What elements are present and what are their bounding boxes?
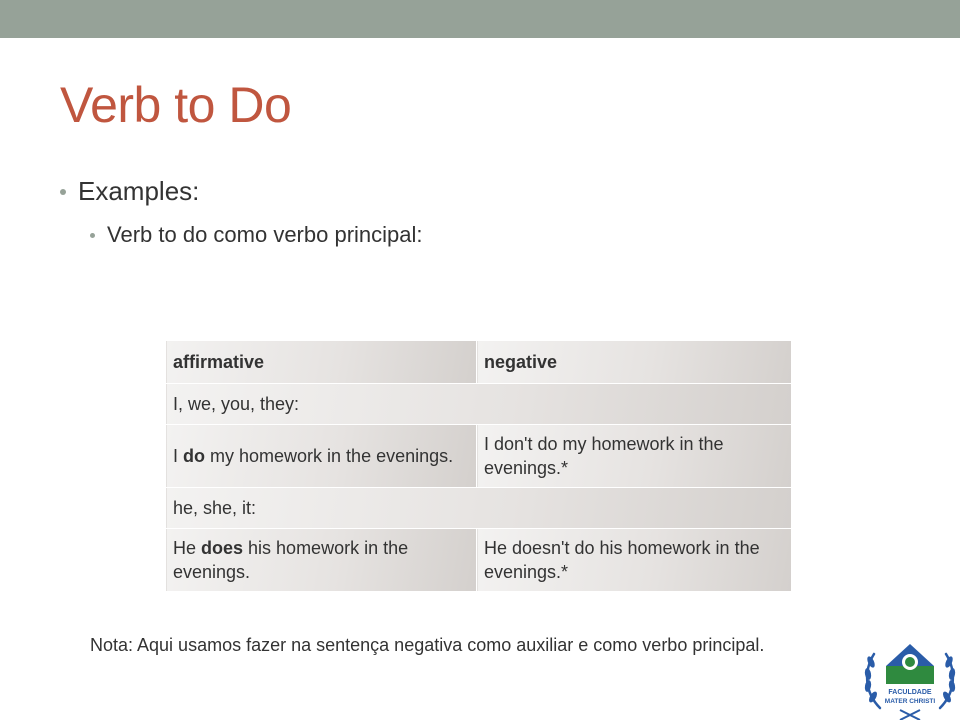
bullet-dot-icon bbox=[60, 189, 66, 195]
table-row-pronouns-plural bbox=[166, 384, 792, 425]
table-row bbox=[166, 425, 792, 488]
affirmative-cell bbox=[166, 529, 477, 592]
faculdade-mater-christi-logo bbox=[862, 636, 958, 720]
bullet-subpoint bbox=[90, 222, 423, 248]
aff-verb-bold: do bbox=[183, 445, 206, 466]
bullet-subpoint-text: Verb to do como verbo principal: bbox=[107, 222, 423, 247]
bullet-dot-icon bbox=[90, 233, 95, 238]
verb-to-do-table bbox=[165, 340, 792, 592]
header-affirmative: affirmative bbox=[166, 341, 477, 384]
negative-cell: He doesn't do his homework in the evenings.* bbox=[477, 529, 792, 592]
pronouns-cell: he, she, it: bbox=[166, 488, 792, 529]
aff-text-pre: I bbox=[173, 445, 184, 466]
affirmative-cell bbox=[166, 425, 477, 488]
slide-title: Verb to Do bbox=[60, 77, 292, 133]
aff-text-pre: He bbox=[173, 537, 202, 558]
table-header-row bbox=[166, 341, 792, 384]
table-row-pronouns-singular bbox=[166, 488, 792, 529]
bullet-examples-text: Examples: bbox=[78, 176, 200, 206]
negative-cell: I don't do my homework in the evenings.* bbox=[477, 425, 792, 488]
logo-line1: FACULDADE bbox=[888, 689, 932, 696]
aff-text-post: my homework in the evenings. bbox=[205, 445, 454, 466]
pronouns-cell: I, we, you, they: bbox=[166, 384, 792, 425]
table-row bbox=[166, 529, 792, 592]
logo-line2: MATER CHRISTI bbox=[884, 698, 936, 705]
top-accent-bar bbox=[0, 0, 960, 38]
aff-text-post: his homework in the evenings. bbox=[173, 537, 409, 582]
aff-verb-bold: does bbox=[201, 537, 244, 558]
footnote-text: Nota: Aqui usamos fazer na sentença negativa como auxiliar e como verbo principal. bbox=[90, 635, 765, 655]
header-negative: negative bbox=[477, 341, 792, 384]
bullet-examples bbox=[60, 176, 199, 207]
